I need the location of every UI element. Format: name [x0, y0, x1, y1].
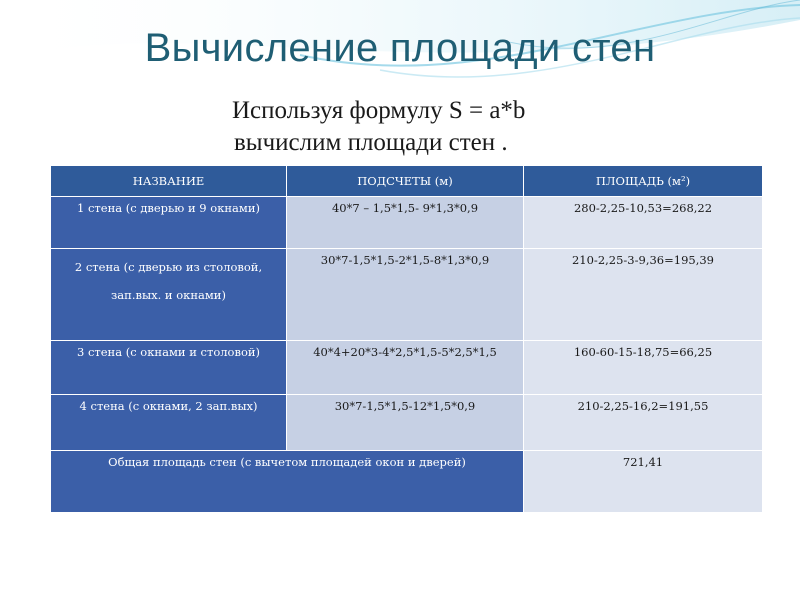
- row-calc: 30*7-1,5*1,5-2*1,5-8*1,3*0,9: [287, 249, 524, 341]
- table-row: [51, 197, 763, 249]
- formula-line-1: Используя формулу S = a*b: [232, 97, 526, 124]
- row-calc: 40*4+20*3-4*2,5*1,5-5*2,5*1,5: [287, 341, 524, 395]
- table-total-row: [51, 451, 763, 513]
- row-name: 2 стена (с дверью из столовой, зап.вых. и окнами): [51, 249, 287, 341]
- row-name: 1 стена (с дверью и 9 окнами): [51, 197, 287, 249]
- table-row: [51, 395, 763, 451]
- header-name: НАЗВАНИЕ: [51, 166, 287, 197]
- header-area: ПЛОЩАДЬ (м²): [524, 166, 763, 197]
- formula-text: [232, 95, 525, 159]
- row-area: 210-2,25-3-9,36=195,39: [524, 249, 763, 341]
- wall-area-table: [50, 165, 763, 513]
- table-header-row: [51, 166, 763, 197]
- row-calc: 40*7 – 1,5*1,5- 9*1,3*0,9: [287, 197, 524, 249]
- table-row: [51, 249, 763, 341]
- row-area: 210-2,25-16,2=191,55: [524, 395, 763, 451]
- total-label: Общая площадь стен (с вычетом площадей окон и дверей): [51, 451, 524, 513]
- header-calc: ПОДСЧЕТЫ (м): [287, 166, 524, 197]
- page-title: Вычисление площади стен: [144, 26, 656, 70]
- table-row: [51, 341, 763, 395]
- formula-line-2: вычислим площади стен .: [234, 129, 508, 156]
- row-name: 3 стена (с окнами и столовой): [51, 341, 287, 395]
- row-area: 160-60-15-18,75=66,25: [524, 341, 763, 395]
- row-calc: 30*7-1,5*1,5-12*1,5*0,9: [287, 395, 524, 451]
- row-area: 280-2,25-10,53=268,22: [524, 197, 763, 249]
- row-name: 4 стена (с окнами, 2 зап.вых): [51, 395, 287, 451]
- total-value: 721,41: [524, 451, 763, 513]
